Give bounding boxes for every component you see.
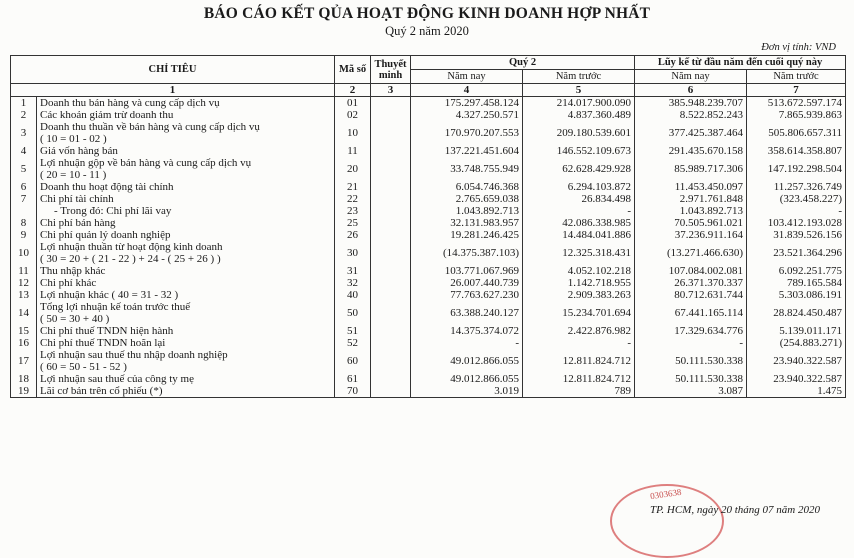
row-label-main: Lợi nhuận sau thuế thu nhập doanh nghiệp (40, 349, 228, 361)
row-ytd-now: 50.111.530.338 (635, 373, 747, 385)
row-q2-prev: 14.484.041.886 (523, 229, 635, 241)
row-code: 40 (335, 289, 371, 301)
table-row (11, 301, 846, 325)
table-row (11, 241, 846, 265)
row-index: 17 (11, 349, 37, 373)
row-ytd-prev: 23.940.322.587 (747, 349, 846, 373)
row-ytd-now: 8.522.852.243 (635, 109, 747, 121)
row-q2-now: - (411, 337, 523, 349)
row-q2-prev: 26.834.498 (523, 193, 635, 205)
row-code: 60 (335, 349, 371, 373)
stamp-number: 0303638 (649, 486, 683, 502)
table-row (11, 121, 846, 145)
income-statement-table (10, 55, 846, 398)
row-note (371, 325, 411, 337)
row-q2-prev: 214.017.900.090 (523, 97, 635, 110)
row-q2-now: 4.327.250.571 (411, 109, 523, 121)
row-index: 8 (11, 217, 37, 229)
table-row (11, 109, 846, 121)
row-q2-now: 175.297.458.124 (411, 97, 523, 110)
row-code: 01 (335, 97, 371, 110)
row-code: 02 (335, 109, 371, 121)
row-code: 52 (335, 337, 371, 349)
header-luy-ke: Lũy kế từ đầu năm đến cuối quý này (635, 56, 846, 70)
row-index: 6 (11, 181, 37, 193)
row-note (371, 289, 411, 301)
table-row (11, 97, 846, 110)
row-q2-prev: 209.180.539.601 (523, 121, 635, 145)
row-q2-now: 170.970.207.553 (411, 121, 523, 145)
row-ytd-prev: 11.257.326.749 (747, 181, 846, 193)
row-ytd-now: 385.948.239.707 (635, 97, 747, 110)
row-q2-now: 49.012.866.055 (411, 349, 523, 373)
row-ytd-prev: 31.839.526.156 (747, 229, 846, 241)
row-q2-prev: 2.422.876.982 (523, 325, 635, 337)
row-note (371, 193, 411, 205)
currency-unit: Đơn vị tính: VND (761, 42, 836, 53)
row-label (37, 145, 335, 157)
row-ytd-prev: 23.521.364.296 (747, 241, 846, 265)
colnum-2: 2 (335, 84, 371, 97)
row-label (37, 289, 335, 301)
row-index: 2 (11, 109, 37, 121)
row-ytd-prev: (254.883.271) (747, 337, 846, 349)
row-code: 10 (335, 121, 371, 145)
table-row (11, 337, 846, 349)
row-note (371, 205, 411, 217)
row-q2-prev: 6.294.103.872 (523, 181, 635, 193)
row-label (37, 301, 335, 325)
row-ytd-prev: 513.672.597.174 (747, 97, 846, 110)
row-label-main: Lợi nhuận gộp về bán hàng và cung cấp dịch vụ (40, 157, 252, 169)
row-ytd-now: 85.989.717.306 (635, 157, 747, 181)
row-ytd-now: 67.441.165.114 (635, 301, 747, 325)
row-label-formula: ( 60 = 50 - 51 - 52 ) (40, 361, 127, 373)
row-q2-prev: 2.909.383.263 (523, 289, 635, 301)
row-note (371, 301, 411, 325)
row-label (37, 157, 335, 181)
row-ytd-now: 11.453.450.097 (635, 181, 747, 193)
row-label-main: Lãi cơ bản trên cổ phiếu (*) (40, 385, 163, 397)
header-ytd-nam-truoc: Năm trước (747, 70, 846, 84)
row-label-main: Doanh thu hoạt động tài chính (40, 181, 174, 193)
row-q2-now: 3.019 (411, 385, 523, 398)
row-label-main: Lợi nhuận thuần từ hoạt động kinh doanh (40, 241, 223, 253)
row-label-main: Chi phí quản lý doanh nghiệp (40, 229, 171, 241)
header-q2-nam-truoc: Năm trước (523, 70, 635, 84)
table-row (11, 217, 846, 229)
row-code: 25 (335, 217, 371, 229)
table-row (11, 289, 846, 301)
row-ytd-prev: 7.865.939.863 (747, 109, 846, 121)
row-label-main: Chi phí bán hàng (40, 217, 116, 229)
row-index: 1 (11, 97, 37, 110)
row-label-main: Doanh thu thuần về bán hàng và cung cấp dịch vụ (40, 121, 260, 133)
row-index: 5 (11, 157, 37, 181)
colnum-1: 1 (11, 84, 335, 97)
row-label (37, 325, 335, 337)
row-index: 18 (11, 373, 37, 385)
row-label (37, 193, 335, 205)
row-code: 50 (335, 301, 371, 325)
row-q2-now: 103.771.067.969 (411, 265, 523, 277)
row-ytd-now: 80.712.631.744 (635, 289, 747, 301)
row-ytd-prev: 358.614.358.807 (747, 145, 846, 157)
row-note (371, 217, 411, 229)
row-label (37, 181, 335, 193)
row-q2-now: 19.281.246.425 (411, 229, 523, 241)
row-index: 3 (11, 121, 37, 145)
row-ytd-prev: 147.192.298.504 (747, 157, 846, 181)
row-q2-now: 33.748.755.949 (411, 157, 523, 181)
row-q2-prev: 42.086.338.985 (523, 217, 635, 229)
row-ytd-now: 3.087 (635, 385, 747, 398)
row-index: 4 (11, 145, 37, 157)
row-q2-now: 32.131.983.957 (411, 217, 523, 229)
row-ytd-now: 37.236.911.164 (635, 229, 747, 241)
row-index: 12 (11, 277, 37, 289)
row-index: 10 (11, 241, 37, 265)
row-code: 30 (335, 241, 371, 265)
row-q2-now: 1.043.892.713 (411, 205, 523, 217)
row-q2-now: 49.012.866.055 (411, 373, 523, 385)
row-q2-prev: 15.234.701.694 (523, 301, 635, 325)
row-label (37, 205, 335, 217)
row-ytd-prev: 505.806.657.311 (747, 121, 846, 145)
row-ytd-now: 50.111.530.338 (635, 349, 747, 373)
row-note (371, 181, 411, 193)
row-q2-now: 2.765.659.038 (411, 193, 523, 205)
row-q2-now: 14.375.374.072 (411, 325, 523, 337)
row-code: 21 (335, 181, 371, 193)
row-label-formula: ( 50 = 30 + 40 ) (40, 313, 110, 325)
row-label (37, 373, 335, 385)
row-code: 11 (335, 145, 371, 157)
table-row (11, 349, 846, 373)
row-q2-prev: 1.142.718.955 (523, 277, 635, 289)
row-ytd-now: 1.043.892.713 (635, 205, 747, 217)
row-ytd-now: (13.271.466.630) (635, 241, 747, 265)
signing-date: TP. HCM, ngày 20 tháng 07 năm 2020 (650, 504, 820, 516)
row-code: 20 (335, 157, 371, 181)
row-q2-prev: 12.811.824.712 (523, 373, 635, 385)
row-note (371, 277, 411, 289)
row-label-main: Chi phí tài chính (40, 193, 114, 205)
row-q2-prev: 4.052.102.218 (523, 265, 635, 277)
row-note (371, 265, 411, 277)
row-ytd-prev: 5.139.011.171 (747, 325, 846, 337)
row-code: 23 (335, 205, 371, 217)
row-ytd-now: 70.505.961.021 (635, 217, 747, 229)
row-q2-now: 63.388.240.127 (411, 301, 523, 325)
row-note (371, 109, 411, 121)
row-q2-now: (14.375.387.103) (411, 241, 523, 265)
row-label-main: Chi phí thuế TNDN hiện hành (40, 325, 174, 337)
row-ytd-prev: 23.940.322.587 (747, 373, 846, 385)
colnum-3: 3 (371, 84, 411, 97)
row-note (371, 229, 411, 241)
header-chi-tieu: CHỈ TIÊU (11, 56, 335, 84)
table-row (11, 157, 846, 181)
row-code: 70 (335, 385, 371, 398)
row-label-main: Tổng lợi nhuận kế toán trước thuế (40, 301, 191, 313)
row-index: 16 (11, 337, 37, 349)
row-label (37, 97, 335, 110)
row-ytd-now: 17.329.634.776 (635, 325, 747, 337)
row-code: 32 (335, 277, 371, 289)
table-row (11, 205, 846, 217)
row-label (37, 277, 335, 289)
row-code: 22 (335, 193, 371, 205)
row-ytd-prev: 28.824.450.487 (747, 301, 846, 325)
row-index: 11 (11, 265, 37, 277)
row-label (37, 241, 335, 265)
table-body (11, 97, 846, 398)
row-q2-prev: 12.325.318.431 (523, 241, 635, 265)
colnum-6: 6 (635, 84, 747, 97)
row-label-main: Thu nhập khác (40, 265, 106, 277)
row-note (371, 337, 411, 349)
row-q2-prev: 789 (523, 385, 635, 398)
header-q2-nam-nay: Năm nay (411, 70, 523, 84)
row-note (371, 349, 411, 373)
row-label (37, 385, 335, 398)
row-index: 15 (11, 325, 37, 337)
row-note (371, 157, 411, 181)
table-row (11, 145, 846, 157)
row-note (371, 373, 411, 385)
row-q2-now: 77.763.627.230 (411, 289, 523, 301)
header-quy2: Quý 2 (411, 56, 635, 70)
row-label (37, 229, 335, 241)
row-ytd-prev: 789.165.584 (747, 277, 846, 289)
row-q2-prev: 146.552.109.673 (523, 145, 635, 157)
row-q2-prev: - (523, 337, 635, 349)
row-ytd-prev: - (747, 205, 846, 217)
row-note (371, 385, 411, 398)
row-ytd-prev: 5.303.086.191 (747, 289, 846, 301)
row-label-main: Doanh thu bán hàng và cung cấp dịch vụ (40, 97, 220, 109)
row-code: 51 (335, 325, 371, 337)
row-ytd-prev: 103.412.193.028 (747, 217, 846, 229)
colnum-7: 7 (747, 84, 846, 97)
table-row (11, 193, 846, 205)
row-label (37, 109, 335, 121)
row-q2-now: 6.054.746.368 (411, 181, 523, 193)
colnum-5: 5 (523, 84, 635, 97)
row-note (371, 121, 411, 145)
row-label (37, 265, 335, 277)
row-q2-prev: - (523, 205, 635, 217)
row-ytd-now: 26.371.370.337 (635, 277, 747, 289)
row-label-formula: ( 30 = 20 + ( 21 - 22 ) + 24 - ( 25 + 26 ) ) (40, 253, 221, 265)
row-index: 19 (11, 385, 37, 398)
row-label (37, 217, 335, 229)
table-row (11, 277, 846, 289)
row-index: 14 (11, 301, 37, 325)
row-q2-now: 26.007.440.739 (411, 277, 523, 289)
row-q2-prev: 12.811.824.712 (523, 349, 635, 373)
header-thuyet-minh: Thuyết minh (371, 56, 411, 84)
row-q2-prev: 4.837.360.489 (523, 109, 635, 121)
row-label-main: Chi phí khác (40, 277, 97, 289)
row-note (371, 145, 411, 157)
table-row (11, 229, 846, 241)
row-code: 26 (335, 229, 371, 241)
table-row (11, 265, 846, 277)
row-ytd-prev: 1.475 (747, 385, 846, 398)
table-row (11, 325, 846, 337)
row-index: 13 (11, 289, 37, 301)
table-row (11, 181, 846, 193)
row-label-main: Lợi nhuận khác ( 40 = 31 - 32 ) (40, 289, 179, 301)
row-q2-prev: 62.628.429.928 (523, 157, 635, 181)
header-ytd-nam-nay: Năm nay (635, 70, 747, 84)
table-row (11, 373, 846, 385)
row-index: 7 (11, 193, 37, 205)
row-label (37, 349, 335, 373)
row-label-formula: ( 10 = 01 - 02 ) (40, 133, 107, 145)
row-ytd-prev: (323.458.227) (747, 193, 846, 205)
row-index (11, 205, 37, 217)
colnum-4: 4 (411, 84, 523, 97)
row-label-formula: ( 20 = 10 - 11 ) (40, 169, 107, 181)
table-row (11, 385, 846, 398)
row-label-main: - Trong đó: Chi phí lãi vay (54, 205, 172, 217)
row-ytd-now: 377.425.387.464 (635, 121, 747, 145)
row-note (371, 241, 411, 265)
row-ytd-now: 2.971.761.848 (635, 193, 747, 205)
report-title: BÁO CÁO KẾT QỦA HOẠT ĐỘNG KINH DOANH HỢP NHẤT (203, 5, 651, 22)
row-ytd-now: - (635, 337, 747, 349)
row-label-main: Chi phí thuế TNDN hoãn lại (40, 337, 166, 349)
row-code: 61 (335, 373, 371, 385)
row-ytd-now: 107.084.002.081 (635, 265, 747, 277)
report-subtitle: Quý 2 năm 2020 (385, 24, 469, 38)
row-index: 9 (11, 229, 37, 241)
row-ytd-prev: 6.092.251.775 (747, 265, 846, 277)
row-q2-now: 137.221.451.604 (411, 145, 523, 157)
row-label (37, 337, 335, 349)
row-code: 31 (335, 265, 371, 277)
row-note (371, 97, 411, 110)
row-label-main: Giá vốn hàng bán (40, 145, 118, 157)
row-label-main: Các khoản giảm trừ doanh thu (40, 109, 174, 121)
row-label-main: Lợi nhuận sau thuế của công ty mẹ (40, 373, 194, 385)
header-ma-so: Mã số (335, 56, 371, 84)
row-ytd-now: 291.435.670.158 (635, 145, 747, 157)
row-label (37, 121, 335, 145)
